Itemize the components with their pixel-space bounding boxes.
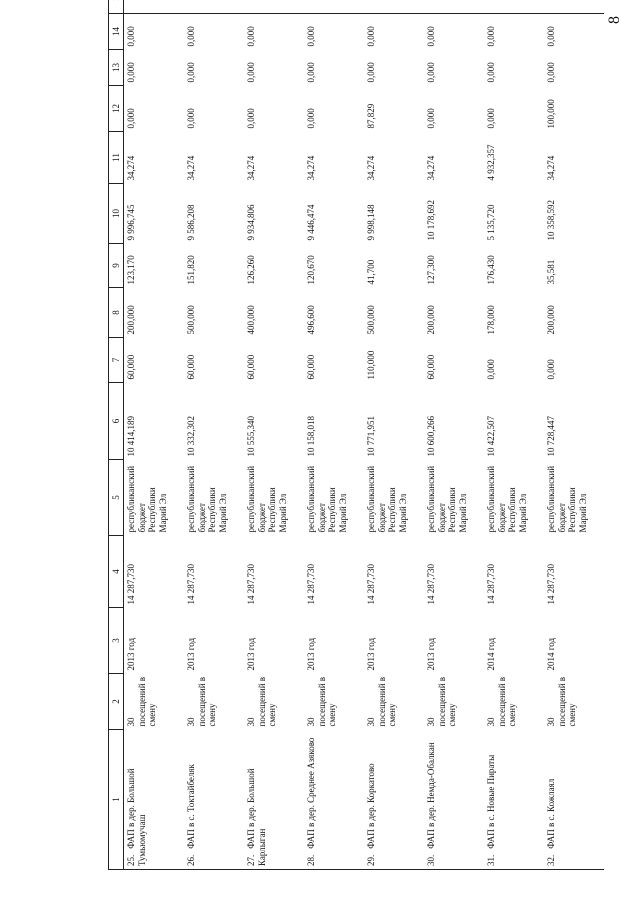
cell-c8: 60,000 <box>126 354 136 380</box>
cell-c10: 120,670 <box>306 255 316 285</box>
cell-source: республиканский бюджет Республики Марий Эл <box>486 465 528 533</box>
col-header: 14 <box>109 14 124 50</box>
facility-name: ФАП в дер. Немда-Обалкан <box>426 742 436 849</box>
cell-c10: 41,700 <box>366 259 376 285</box>
cell-year: 2014 год <box>546 637 556 671</box>
cell-c11: 10 358,592 <box>546 200 556 241</box>
col-header: 1 <box>109 730 124 870</box>
cell-c13: 100,000 <box>546 99 556 129</box>
cell-c9: 200,000 <box>426 305 436 335</box>
row-number: 30. <box>426 854 436 866</box>
cell-c12: 34,274 <box>366 155 376 181</box>
row-number: 26. <box>186 854 196 866</box>
cell-c15: 0,000 <box>544 14 604 50</box>
table-row <box>424 0 484 870</box>
cell-c10: 35,581 <box>546 259 556 285</box>
cell-c11: 9 934,806 <box>246 204 256 241</box>
cell-year: 2014 год <box>486 637 496 671</box>
cell-c13: 0,000 <box>426 108 436 129</box>
cell-capacity: 30 посещений в смену <box>186 676 217 727</box>
cell-c13: 0,000 <box>126 108 136 129</box>
table-body <box>124 0 605 870</box>
cell-c7: 10 600,266 <box>426 416 436 457</box>
col-header: 5 <box>109 460 124 536</box>
col-header: 12 <box>109 86 124 132</box>
cell-year: 2013 год <box>366 637 376 671</box>
table-row <box>484 0 544 870</box>
cell-capacity: 30 посещений в смену <box>366 676 397 727</box>
cell-c14: 0,000 <box>546 62 556 83</box>
row-number: 32. <box>546 854 556 866</box>
cell-c14: 0,000 <box>126 62 136 83</box>
cell-c10: 151,820 <box>186 255 196 285</box>
cell-capacity: 30 посещений в смену <box>486 676 517 727</box>
cell-c12: 34,274 <box>546 155 556 181</box>
cell-c11: 10 178,692 <box>426 200 436 241</box>
col-header: 4 <box>109 536 124 608</box>
col-header: 3 <box>109 608 124 674</box>
data-table <box>108 0 604 870</box>
cell-c14: 0,000 <box>366 62 376 83</box>
cell-capacity: 30 посещений в смену <box>306 676 337 727</box>
cell-c15: 0,000 <box>304 14 364 50</box>
cell-c14: 0,000 <box>246 62 256 83</box>
cell-c15: 0,000 <box>484 14 544 50</box>
facility-name: ФАП в с. Кожлаял <box>546 778 556 849</box>
header-row <box>109 0 124 870</box>
cell-c5: 14 287,730 <box>186 564 196 605</box>
cell-source: республиканский бюджет Республики Марий Эл <box>186 465 228 533</box>
cell-c8: 60,000 <box>246 354 256 380</box>
facility-name: ФАП в дер. Большой Тумьюмучаш <box>126 768 147 866</box>
cell-year: 2013 год <box>126 637 136 671</box>
cell-c11: 9 586,208 <box>186 204 196 241</box>
cell-c9: 178,000 <box>486 305 496 335</box>
cell-c10: 123,170 <box>126 255 136 285</box>
row-number: 29. <box>366 854 376 866</box>
cell-source: республиканский бюджет Республики Марий Эл <box>306 465 348 533</box>
col-header: 10 <box>109 184 124 244</box>
cell-c11: 5 135,720 <box>486 204 496 241</box>
table-row <box>124 0 185 870</box>
cell-c14: 0,000 <box>426 62 436 83</box>
cell-c5: 14 287,730 <box>126 564 136 605</box>
cell-c8: 60,000 <box>426 354 436 380</box>
cell-source: республиканский бюджет Республики Марий Эл <box>246 465 288 533</box>
col-header: 7 <box>109 338 124 383</box>
row-number: 28. <box>306 854 316 866</box>
cell-c8: 110,000 <box>366 350 376 380</box>
facility-name: ФАП в дер. Среднее Азяково <box>306 737 316 849</box>
cell-c9: 200,000 <box>546 305 556 335</box>
cell-c7: 10 158,018 <box>306 416 316 457</box>
cell-capacity: 30 посещений в смену <box>426 676 457 727</box>
cell-c11: 9 998,148 <box>366 204 376 241</box>
cell-c15: 0,000 <box>184 14 244 50</box>
table-row <box>544 0 604 870</box>
cell-c14: 0,000 <box>306 62 316 83</box>
cell-source: республиканский бюджет Республики Марий Эл <box>126 465 168 533</box>
cell-c13: 0,000 <box>186 108 196 129</box>
cell-c10: 176,430 <box>486 255 496 285</box>
cell-c12: 4 932,357 <box>486 144 496 181</box>
row-no-name-cell <box>244 730 304 870</box>
col-header: 11 <box>109 132 124 184</box>
cell-c9: 500,000 <box>186 305 196 335</box>
col-header: 8 <box>109 288 124 338</box>
cell-c11: 9 996,745 <box>126 204 136 241</box>
row-number: 27. <box>246 854 256 866</box>
cell-source: республиканский бюджет Республики Марий Эл <box>546 465 588 533</box>
cell-c7: 10 414,189 <box>126 416 136 457</box>
row-no-name-cell <box>484 730 544 870</box>
cell-c5: 14 287,730 <box>366 564 376 605</box>
row-no-name-cell <box>304 730 364 870</box>
cell-c12: 34,274 <box>126 155 136 181</box>
cell-capacity: 30 посещений в смену <box>246 676 277 727</box>
cell-c12: 34,274 <box>426 155 436 181</box>
cell-c5: 14 287,730 <box>426 564 436 605</box>
cell-c15: 0,000 <box>364 14 424 50</box>
cell-c5: 14 287,730 <box>246 564 256 605</box>
row-no-name-cell <box>364 730 424 870</box>
col-header: 9 <box>109 244 124 288</box>
cell-c13: 0,000 <box>486 108 496 129</box>
cell-c14: 0,000 <box>186 62 196 83</box>
col-header: 13 <box>109 50 124 86</box>
page-number: 8 <box>606 16 623 24</box>
cell-c12: 34,274 <box>246 155 256 181</box>
cell-c13: 87,829 <box>366 103 376 129</box>
row-number: 25. <box>126 854 136 866</box>
cell-year: 2013 год <box>426 637 436 671</box>
cell-c13: 0,000 <box>306 108 316 129</box>
cell-c7: 10 555,340 <box>246 416 256 457</box>
cell-capacity: 30 посещений в смену <box>546 676 577 727</box>
facility-name: ФАП в с. Токтайбеляк <box>186 764 196 849</box>
table-row <box>244 0 304 870</box>
cell-c15: 0,000 <box>244 14 304 50</box>
cell-c7: 10 771,951 <box>366 416 376 457</box>
cell-c7: 10 332,302 <box>186 416 196 457</box>
table-row <box>304 0 364 870</box>
col-header: 2 <box>109 674 124 730</box>
cell-c15: 0,000 <box>424 14 484 50</box>
cell-c7: 10 422,507 <box>486 416 496 457</box>
cell-c8: 60,000 <box>306 354 316 380</box>
cell-c10: 126,260 <box>246 255 256 285</box>
cell-c8: 0,000 <box>546 359 556 380</box>
cell-c15: 0,000 <box>124 14 185 50</box>
cell-c5: 14 287,730 <box>306 564 316 605</box>
cell-c12: 34,274 <box>186 155 196 181</box>
cell-c13: 0,000 <box>246 108 256 129</box>
cell-c14: 0,000 <box>486 62 496 83</box>
cell-capacity: 30 посещений в смену <box>126 676 157 727</box>
cell-c10: 127,300 <box>426 255 436 285</box>
facility-name: ФАП в дер. Коркатово <box>366 763 376 849</box>
row-no-name-cell <box>124 730 185 870</box>
cell-c9: 496,600 <box>306 305 316 335</box>
table-row <box>184 0 244 870</box>
cell-c8: 0,000 <box>486 359 496 380</box>
facility-name: ФАП в дер. Большой Карлыган <box>246 768 267 866</box>
col-header <box>109 0 124 14</box>
cell-c9: 500,000 <box>366 305 376 335</box>
cell-c7: 10 728,447 <box>546 416 556 457</box>
col-header: 6 <box>109 383 124 460</box>
cell-year: 2013 год <box>186 637 196 671</box>
cell-year: 2013 год <box>246 637 256 671</box>
cell-year: 2013 год <box>306 637 316 671</box>
cell-c8: 60,000 <box>186 354 196 380</box>
cell-c9: 400,000 <box>246 305 256 335</box>
cell-c12: 34,274 <box>306 155 316 181</box>
row-no-name-cell <box>424 730 484 870</box>
cell-c11: 9 446,474 <box>306 204 316 241</box>
cell-c5: 14 287,730 <box>546 564 556 605</box>
rotated-table-container <box>108 26 588 870</box>
row-no-name-cell <box>184 730 244 870</box>
cell-c9: 200,000 <box>126 305 136 335</box>
row-no-name-cell <box>544 730 604 870</box>
cell-source: республиканский бюджет Республики Марий Эл <box>426 465 468 533</box>
cell-c5: 14 287,730 <box>486 564 496 605</box>
cell-source: республиканский бюджет Республики Марий Эл <box>366 465 408 533</box>
row-number: 31. <box>486 854 496 866</box>
facility-name: ФАП в с. Новые Пираты <box>486 754 496 849</box>
table-row <box>364 0 424 870</box>
